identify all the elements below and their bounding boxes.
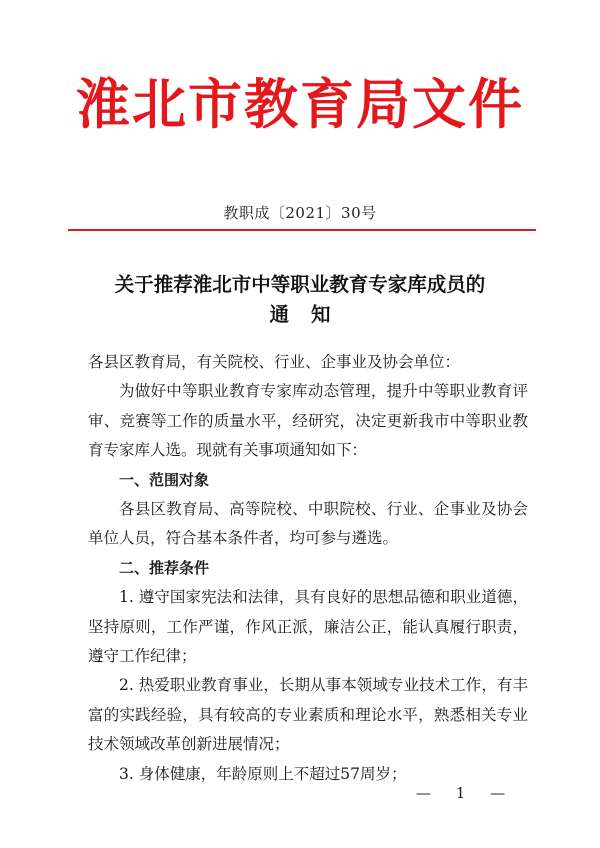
salutation: 各县区教育局，有关院校、行业、企事业及协会单位：: [88, 353, 461, 371]
document-header-title: 淮北市教育局文件: [76, 72, 524, 136]
section-2-heading: 二、推荐条件: [119, 558, 210, 577]
notice-title-line-2: 通知: [269, 303, 353, 326]
intro-paragraph: 为做好中等职业教育专家库动态管理，提升中等职业教育评审、竞赛等工作的质量水平，经研究，决定更新我市中等职业教育专家库人选。现就有关事项通知如下：: [88, 382, 528, 460]
document-number: 教职成〔2021〕30号: [223, 204, 377, 222]
header-red-rule: [68, 229, 536, 231]
condition-item-3: 3. 身体健康，年龄原则上不超过57周岁；: [119, 764, 407, 783]
notice-body: [88, 348, 528, 789]
condition-item-2: 2. 热爱职业教育事业，长期从事本领域专业技术工作，有丰富的实践经验，具有较高的专业素质和理论水平，熟悉相关专业技术领域改革创新进展情况；: [88, 676, 528, 754]
page-number: — 1 —: [416, 784, 516, 802]
condition-item-1: 1. 遵守国家宪法和法律，具有良好的思想品德和职业道德，坚持原则，工作严谨，作风正派，廉洁公正，能认真履行职责，遵守工作纪律；: [88, 588, 528, 666]
notice-title-line-1: 关于推荐淮北市中等职业教育专家库成员的: [114, 273, 486, 296]
section-1-paragraph: 各县区教育局、高等院校、中职院校、行业、企事业及协会单位人员，符合基本条件者，均可参与遴选。: [88, 500, 528, 548]
notice-title: [0, 270, 600, 330]
section-1-heading: 一、范围对象: [119, 470, 210, 489]
